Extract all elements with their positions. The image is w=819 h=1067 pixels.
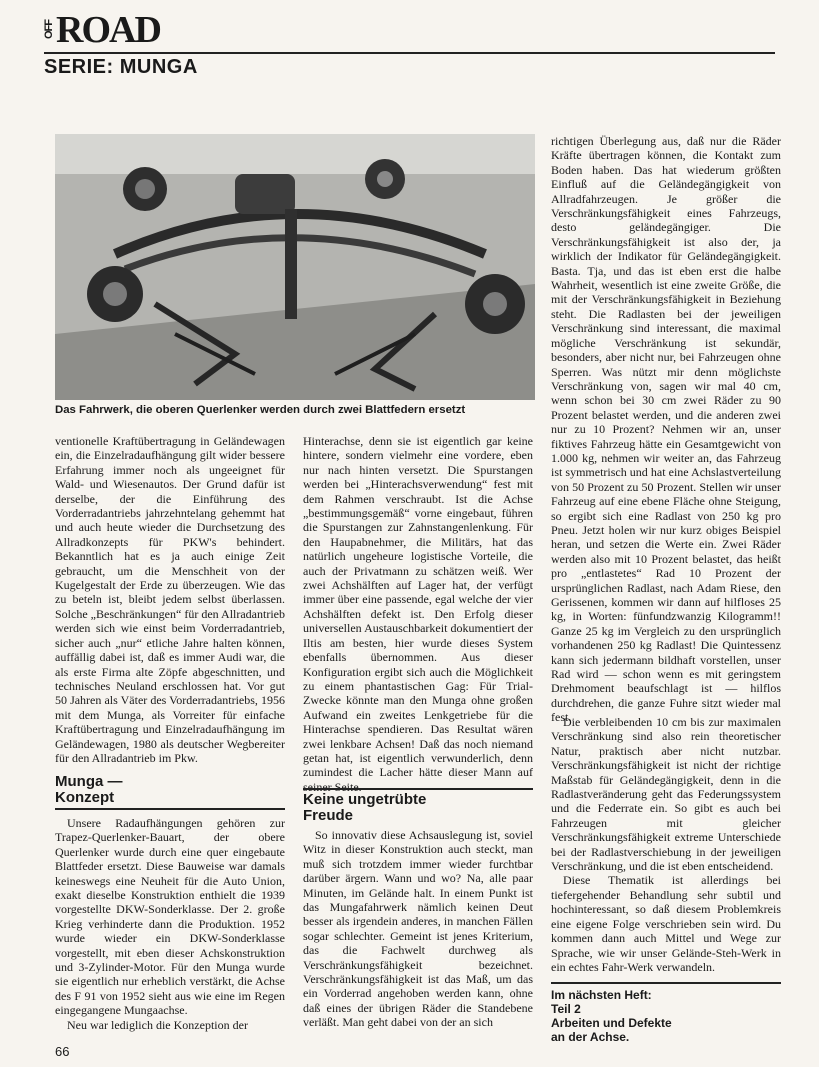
axle-illustration — [55, 134, 535, 400]
section1-paragraph: Neu war lediglich die Konzeption der — [67, 1017, 248, 1032]
next-issue-line: Im nächsten Heft: — [551, 988, 652, 1002]
logo-road: ROAD — [56, 9, 160, 51]
column-3-text — [551, 134, 781, 725]
series-title: SERIE: MUNGA — [44, 56, 198, 78]
col3-paragraph: richtigen Überlegung aus, daß nur die Räder Kräfte übertragen können, die Kontakt zum Boden haben. Das hat wiederum größten Einfluß auf die Geländegängigkeit von Allradfahrzeugen. Je größer die Verschränkungsfähigkeit eines Fahrzeugs, desto geländegängiger. Die Verschränkungsfähigkeit ist also der, ja wirklich der Indikator für Geländegängigkeit. Basta. Tja, und das ist eben erst die halbe Wahrheit, wesentlich ist eine zweite Größe, die mit der Verschränkungsfähigkeit in Beziehung steht. Die Radlasten bei der jeweiligen Verschränkung sind interessant, die maximal mögliche Verschränkung ist sekundär, besonders, aber nicht nur, bei Fahrzeugen ohne Sperren. Was nützt mir denn möglichste Verschränkung von, sagen wir mal 40 cm, wenn schon bei 30 cm zwei Räder zu 90 Prozent belastet werden, und die anderen zwei nur zu 10 Prozent? Nehmen wir an, unser fiktives Fahrzeug hätte ein Gesamtgewicht von 1.000 kg, nehmen wir weiter an, das Fahrzeug ist symmetrisch und hat eine Achslastverteilung von 50 Prozent zu 50 Prozent. Stellen wir unser Fahrzeug auf eine ebene Fläche ohne Steigung, so ergibt sich eine Radlast von 250 kg pro Pneu. Jetzt holen wir nur kurz obiges Beispiel heran, und setzen die Werte ein. Zwei Räder werden also mit 10 Prozent belastet, das heißt pro „entlastetes“ Rad 10 Prozent der ursprünglichen Radlast, nach Adam Riese, den Gerissenen, kommen wir dann auf hilfloses 25 kg, in Worten: fünfundzwanzig Kilogramm!! Ganze 25 kg im Vergleich zu den ursprünglich vorhandenen 250 kg Radlast! Die Quintessenz kann sich jedermann bildhaft vorstellen, unser Rad wird — schon wenn es mit geringstem Drehmoment beaufschlagt ist — hilflos durchdrehen, die ganze Fuhre sitzt wieder mal fest. — [551, 134, 781, 725]
col3-paragraph: Die verbleibenden 10 cm bis zur maximalen Verschränkung sind also rein theoretischer Natur, praktisch aber nicht nutzbar. Verschränkungsfähigkeit ist nicht der richtige Maßstab für Geländegängigkeit, denn in die Radlastveränderung geht das Federungssystem und die Federrate ein. So gibt es auch bei Fahrzeugen mit gleicher Verschränkungsfähigkeit extreme Unterschiede bei der Radlastverschiebung in der jeweiligen Verschränkung, und die ist eben entscheidend. — [551, 715, 781, 874]
section-heading-munga-konzept — [55, 774, 123, 806]
col1-paragraph: ventionelle Kraftübertragung in Geländewagen ein, die Einzelradaufhängung gilt wider bessere Erfahrung immer noch als ungeeignet für Wald- und Wiesenautos. Der Grund dafür ist derselbe, der die Einführung des Vorderradantriebs jahrzehntelang gehemmt hat und auch heute wieder die Durchsetzung des Allradkonzepts für PKW's behindert. Bekanntlich hat es ja auch einige Zeit gebraucht, um die Menschheit von der Kugelgestalt der Erde zu überzeugen. Wie das zu beteln ist, bleibt jedem selbst überlassen. Solche „Beschränkungen“ für den Allradantrieb werden sich wie einst beim Vorderradantrieb, sicher auch „nur“ etliche Jahre halten können, auffällig dabei ist, daß es immer Audi war, die als erste Firma alte Zöpfe abgeschnitten, und technisches Neuland erschlossen hat. Vor gut 50 Jahren als Väter des Vorderradantriebs, 1956 mit dem Munga, als Vorreiter für einfache Kraftübertragung und Einzelradaufhängung im Geländewagen, 1980 als deutscher Wegbereiter für den Allradantrieb im Pkw. — [55, 434, 285, 765]
column-1-text — [55, 434, 285, 765]
col3-paragraph: Diese Thematik ist allerdings bei tiefergehender Behandlung sehr subtil und hochinteressant, so daß diesem Problemkreis eine eigene Folge verschrieben sein wird. Du kommen dann auch Mittel und Wege zur Sprache, wie wir unser Gelände-Steh-Werk in ein echtes Fahr-Werk verwandeln. — [551, 873, 781, 974]
magazine-logo — [43, 9, 174, 56]
column-3-continued — [551, 715, 781, 974]
page-number: 66 — [55, 1044, 70, 1059]
section2-paragraph: So innovativ diese Achsauslegung ist, soviel Witz in dieser Konstruktion auch steckt, man muß sich trotzdem immer wieder furchtbar darüber ärgern. Wann und wo? Na, alle paar Minuten, im Gelände halt. In einem Punkt ist das Mungafahrwerk nämlich keinen Deut besser als irgendein anderes, in manchen Fällen sogar schlechter. Gemeint ist jenes Kriterium, das die Fachwelt durchweg als Verschränkungsfähigkeit bezeichnet. Verschränkungsfähigkeit ist das Maß, um das ein Vorderrad angehoben werden kann, ohne daß eines der übrigen Räder die Standebene verläßt. Man geht dabei von der an sich — [303, 828, 533, 1030]
next-issue-rule — [551, 982, 781, 984]
logo-off: OFF — [43, 20, 55, 39]
section-rule — [303, 788, 533, 790]
section-rule — [55, 808, 285, 810]
axle-photo — [55, 134, 535, 400]
section1-text — [55, 816, 285, 1032]
header-rule — [44, 52, 775, 54]
next-issue-line: Teil 2 — [551, 1002, 581, 1016]
next-issue-box — [551, 988, 781, 1044]
heading-line: Konzept — [55, 789, 115, 806]
heading-line: Keine ungetrübte — [303, 791, 427, 808]
section1-paragraph: Unsere Radaufhängungen gehören zur Trapez-Querlenker-Bauart, der obere Querlenker wurde durch eine quer eingebaute Blattfeder ersetzt. Diese Bauweise war damals keineswegs eine Neuheit für die Auto Union, exakt dieselbe Konstruktion enthielt die 1939 vorgestellte DKW-Sonderklasse. Der 2. große Krieg verhinderte dann die Produktion. 1952 wurde wieder ein DKW-Sonderklasse vorgestellt, mit eben dieser Achskonstruktion und 3-Zylinder-Motor. Für den Munga wurde sie eigentlich nur erheblich verstärkt, die Achse des F 91 von 1952 sieht aus wie eine im Regen eingegangene Mungaachse. — [55, 816, 285, 1018]
section2-text — [303, 828, 533, 1030]
column-2-text — [303, 434, 533, 794]
col2-paragraph: Hinterachse, denn sie ist eigentlich gar keine hintere, sondern vielmehr eine vordere, eben nur nach hinten versetzt. Die Spurstangen werden bei „Hinterachsverwendung“ fest mit dem Rahmen verschraubt. Ist die Achse „bestimmungsgemäß“ vorne eingebaut, führen die Spurstangen zur Zahnstangenlenkung. Für den Haupabnehmer, die Militärs, hat das natürlich ungeheure logistische Vorteile, die auch der Privatmann zu schätzen weiß. Wer zwei Achshälften auf Lager hat, der verfügt immer über eine passende, egal welche der vier Achshälften defekt ist. Den Erfolg dieser universellen Austauschbarkeit dokumentiert der Iltis am besten, hier wurde dieses System ebenfalls übernommen. Aus dieser Konfiguration ergibt sich auch die Möglichkeit zu einem phantastischen Gag: Für Trial-Zwecke könnte man den Munga ohne großen Aufwand ein zweites Lenkgetriebe für die Hinterachse spendieren. Das Resultat wären zwei lenkbare Achsen! Daß das noch niemand getan hat, ist eigentlich verwunderlich, denn zumindest die Lacher hätte dieser Mann auf seiner Seite. — [303, 434, 533, 794]
next-issue-line: an der Achse. — [551, 1030, 630, 1044]
heading-line: Munga — — [55, 773, 123, 790]
heading-line: Freude — [303, 807, 354, 824]
section-heading-keine-ungetruebte-freude — [303, 792, 426, 824]
photo-caption: Das Fahrwerk, die oberen Querlenker werden durch zwei Blattfedern ersetzt — [55, 404, 466, 416]
next-issue-line: Arbeiten und Defekte — [551, 1016, 672, 1030]
